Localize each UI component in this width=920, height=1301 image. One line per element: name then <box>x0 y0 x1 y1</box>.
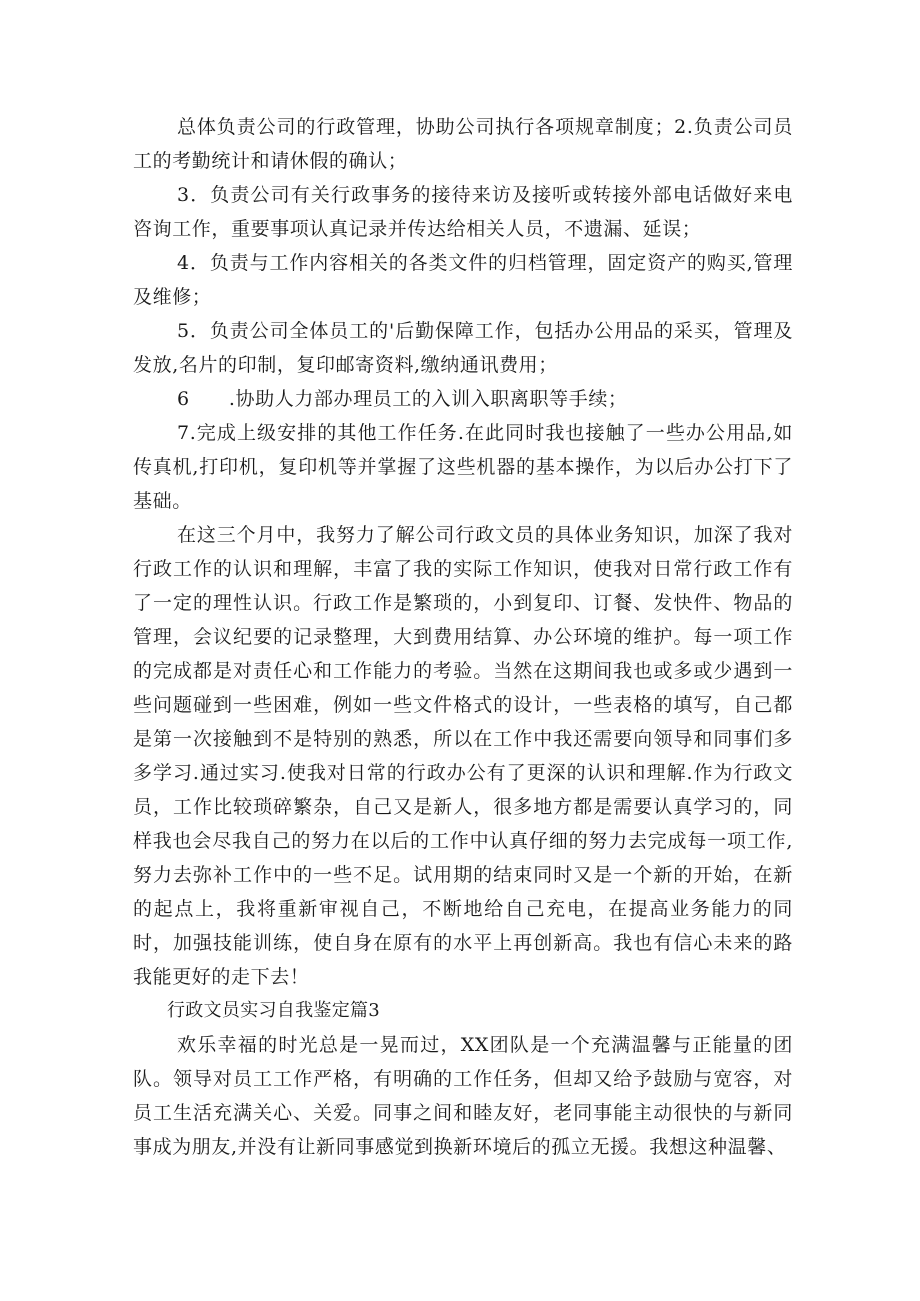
paragraph-team: 欢乐幸福的时光总是一晃而过，XX团队是一个充满温馨与正能量的团队。领导对员工工作严格，有明确的工作任务，但却又给予鼓励与宽容，对员工生活充满关心、关爱。同事之间和睦友好，老同事能主动很快的与新同事成为朋友,并没有让新同事感觉到换新环境后的孤立无援。我想这种温馨、 <box>133 1034 793 1158</box>
paragraph-three-months: 在这三个月中，我努力了解公司行政文员的具体业务知识，加深了我对行政工作的认识和理解，丰富了我的实际工作知识，使我对日常行政工作有了一定的理性认识。行政工作是繁琐的，小到复印、订餐、发快件、物品的管理，会议纪要的记录整理，大到费用结算、办公环境的维护。每一项工作的完成都是对责任心和工作能力的考验。当然在这期间我也或多或少遇到一些问题碰到一些困难，例如一些文件格式的设计，一些表格的填写，自己都是第一次接触到不是特别的熟悉，所以在工作中我还需要向领导和同事们多多学习.通过实习.使我对日常的行政办公有了更深的认识和理解.作为行政文员，工作比较琐碎繁杂，自己又是新人，很多地方都是需要认真学习的，同样我也会尽我自己的努力在以后的工作中认真仔细的努力去完成每一项工作,努力去弥补工作中的一些不足。试用期的结束同时又是一个新的开始，在新的起点上，我将重新审视自己，不断地给自己充电，在提高业务能力的同时，加强技能训练，使自身在原有的水平上再创新高。我也有信心未来的路我能更好的走下去！ <box>133 524 793 988</box>
paragraph-duties-intro: 总体负责公司的行政管理，协助公司执行各项规章制度；2.负责公司员工的考勤统计和请休假的确认； <box>133 116 793 172</box>
paragraph-duty-4: 4．负责与工作内容相关的各类文件的归档管理，固定资产的购买,管理及维修； <box>133 252 793 308</box>
paragraph-duty-6: 6 .协助人力部办理员工的入训入职离职等手续； <box>177 388 628 410</box>
paragraph-duty-5: 5．负责公司全体员工的'后勤保障工作，包括办公用品的采买，管理及发放,名片的印制，复印邮寄资料,缴纳通讯费用； <box>133 320 793 376</box>
paragraph-duty-3: 3．负责公司有关行政事务的接待来访及接听或转接外部电话做好来电咨询工作，重要事项认真记录并传达给相关人员，不遗漏、延误； <box>133 184 793 240</box>
section-heading: 行政文员实习自我鉴定篇3 <box>167 1000 381 1021</box>
document-body <box>133 110 793 1164</box>
paragraph-duty-7: 7.完成上级安排的其他工作任务.在此同时我也接触了一些办公用品,如传真机,打印机，复印机等并掌握了这些机器的基本操作，为以后办公打下了基础。 <box>133 422 793 512</box>
